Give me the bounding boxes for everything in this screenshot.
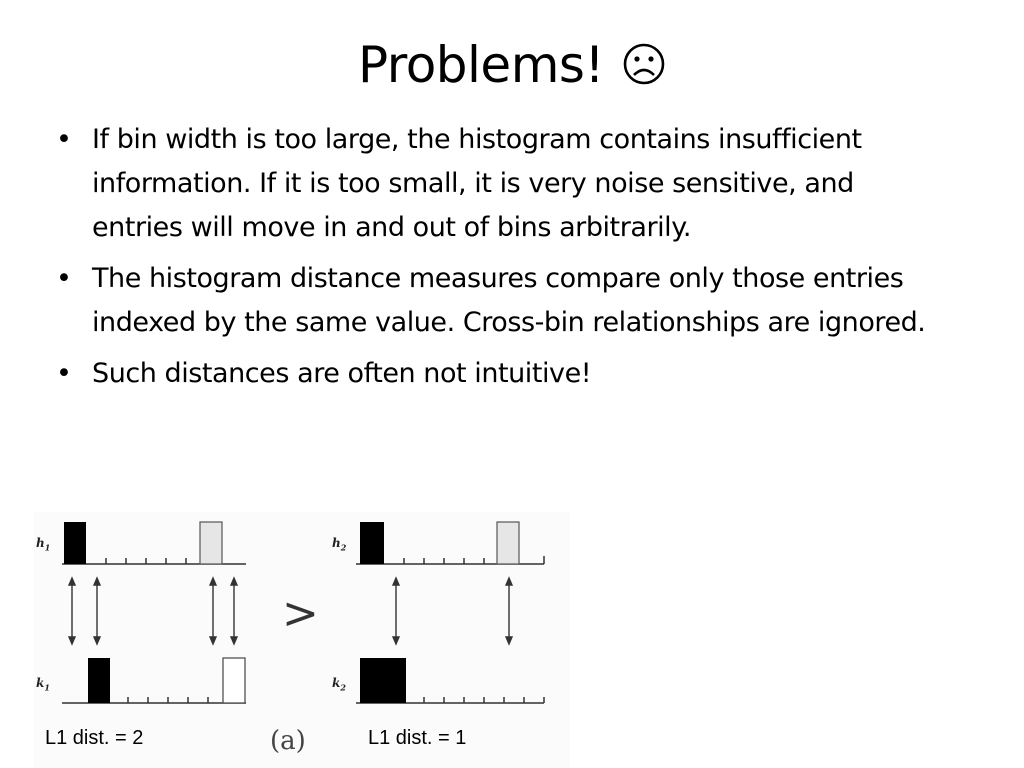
bullet-marker: •	[56, 358, 72, 389]
title-text: Problems!	[357, 36, 604, 94]
k1-dark-bin	[88, 658, 110, 703]
right-caption: L1 dist. = 1	[368, 727, 467, 749]
left-caption: L1 dist. = 2	[45, 727, 144, 749]
k2-label: $k_2$	[332, 676, 346, 693]
bullet-marker: •	[56, 124, 72, 155]
k1-label: $k_1$	[36, 676, 50, 693]
h1-label: $h_1$	[36, 536, 51, 553]
sad-face-icon	[622, 34, 666, 104]
bullet-text: Such distances are often not intuitive!	[92, 358, 592, 389]
k1-light-bin	[223, 658, 245, 703]
panel-label: (a)	[270, 726, 306, 756]
bullet-marker: •	[56, 263, 72, 294]
bullet-item	[52, 257, 952, 345]
k2-dark-bin	[360, 658, 406, 703]
bullet-list	[52, 118, 952, 403]
bullet-item	[52, 118, 952, 250]
h2-light-bin	[497, 522, 519, 564]
h2-dark-bin	[360, 522, 384, 564]
histogram-figure	[34, 512, 570, 768]
h1-light-bin	[200, 522, 222, 564]
slide-title	[0, 30, 1024, 104]
bullet-text: The histogram distance measures compare only those entries indexed by the same value. Cross-bin relationships are ignored.	[92, 263, 926, 338]
bullet-item	[52, 352, 952, 396]
h2-label: $h_2$	[332, 536, 347, 553]
bullet-text: If bin width is too large, the histogram contains insufficient information. If it is too small, it is very noise sensitive, and entries will move in and out of bins arbitrarily.	[92, 124, 862, 243]
greater-than-sign: >	[282, 588, 319, 639]
h1-dark-bin	[64, 522, 86, 564]
